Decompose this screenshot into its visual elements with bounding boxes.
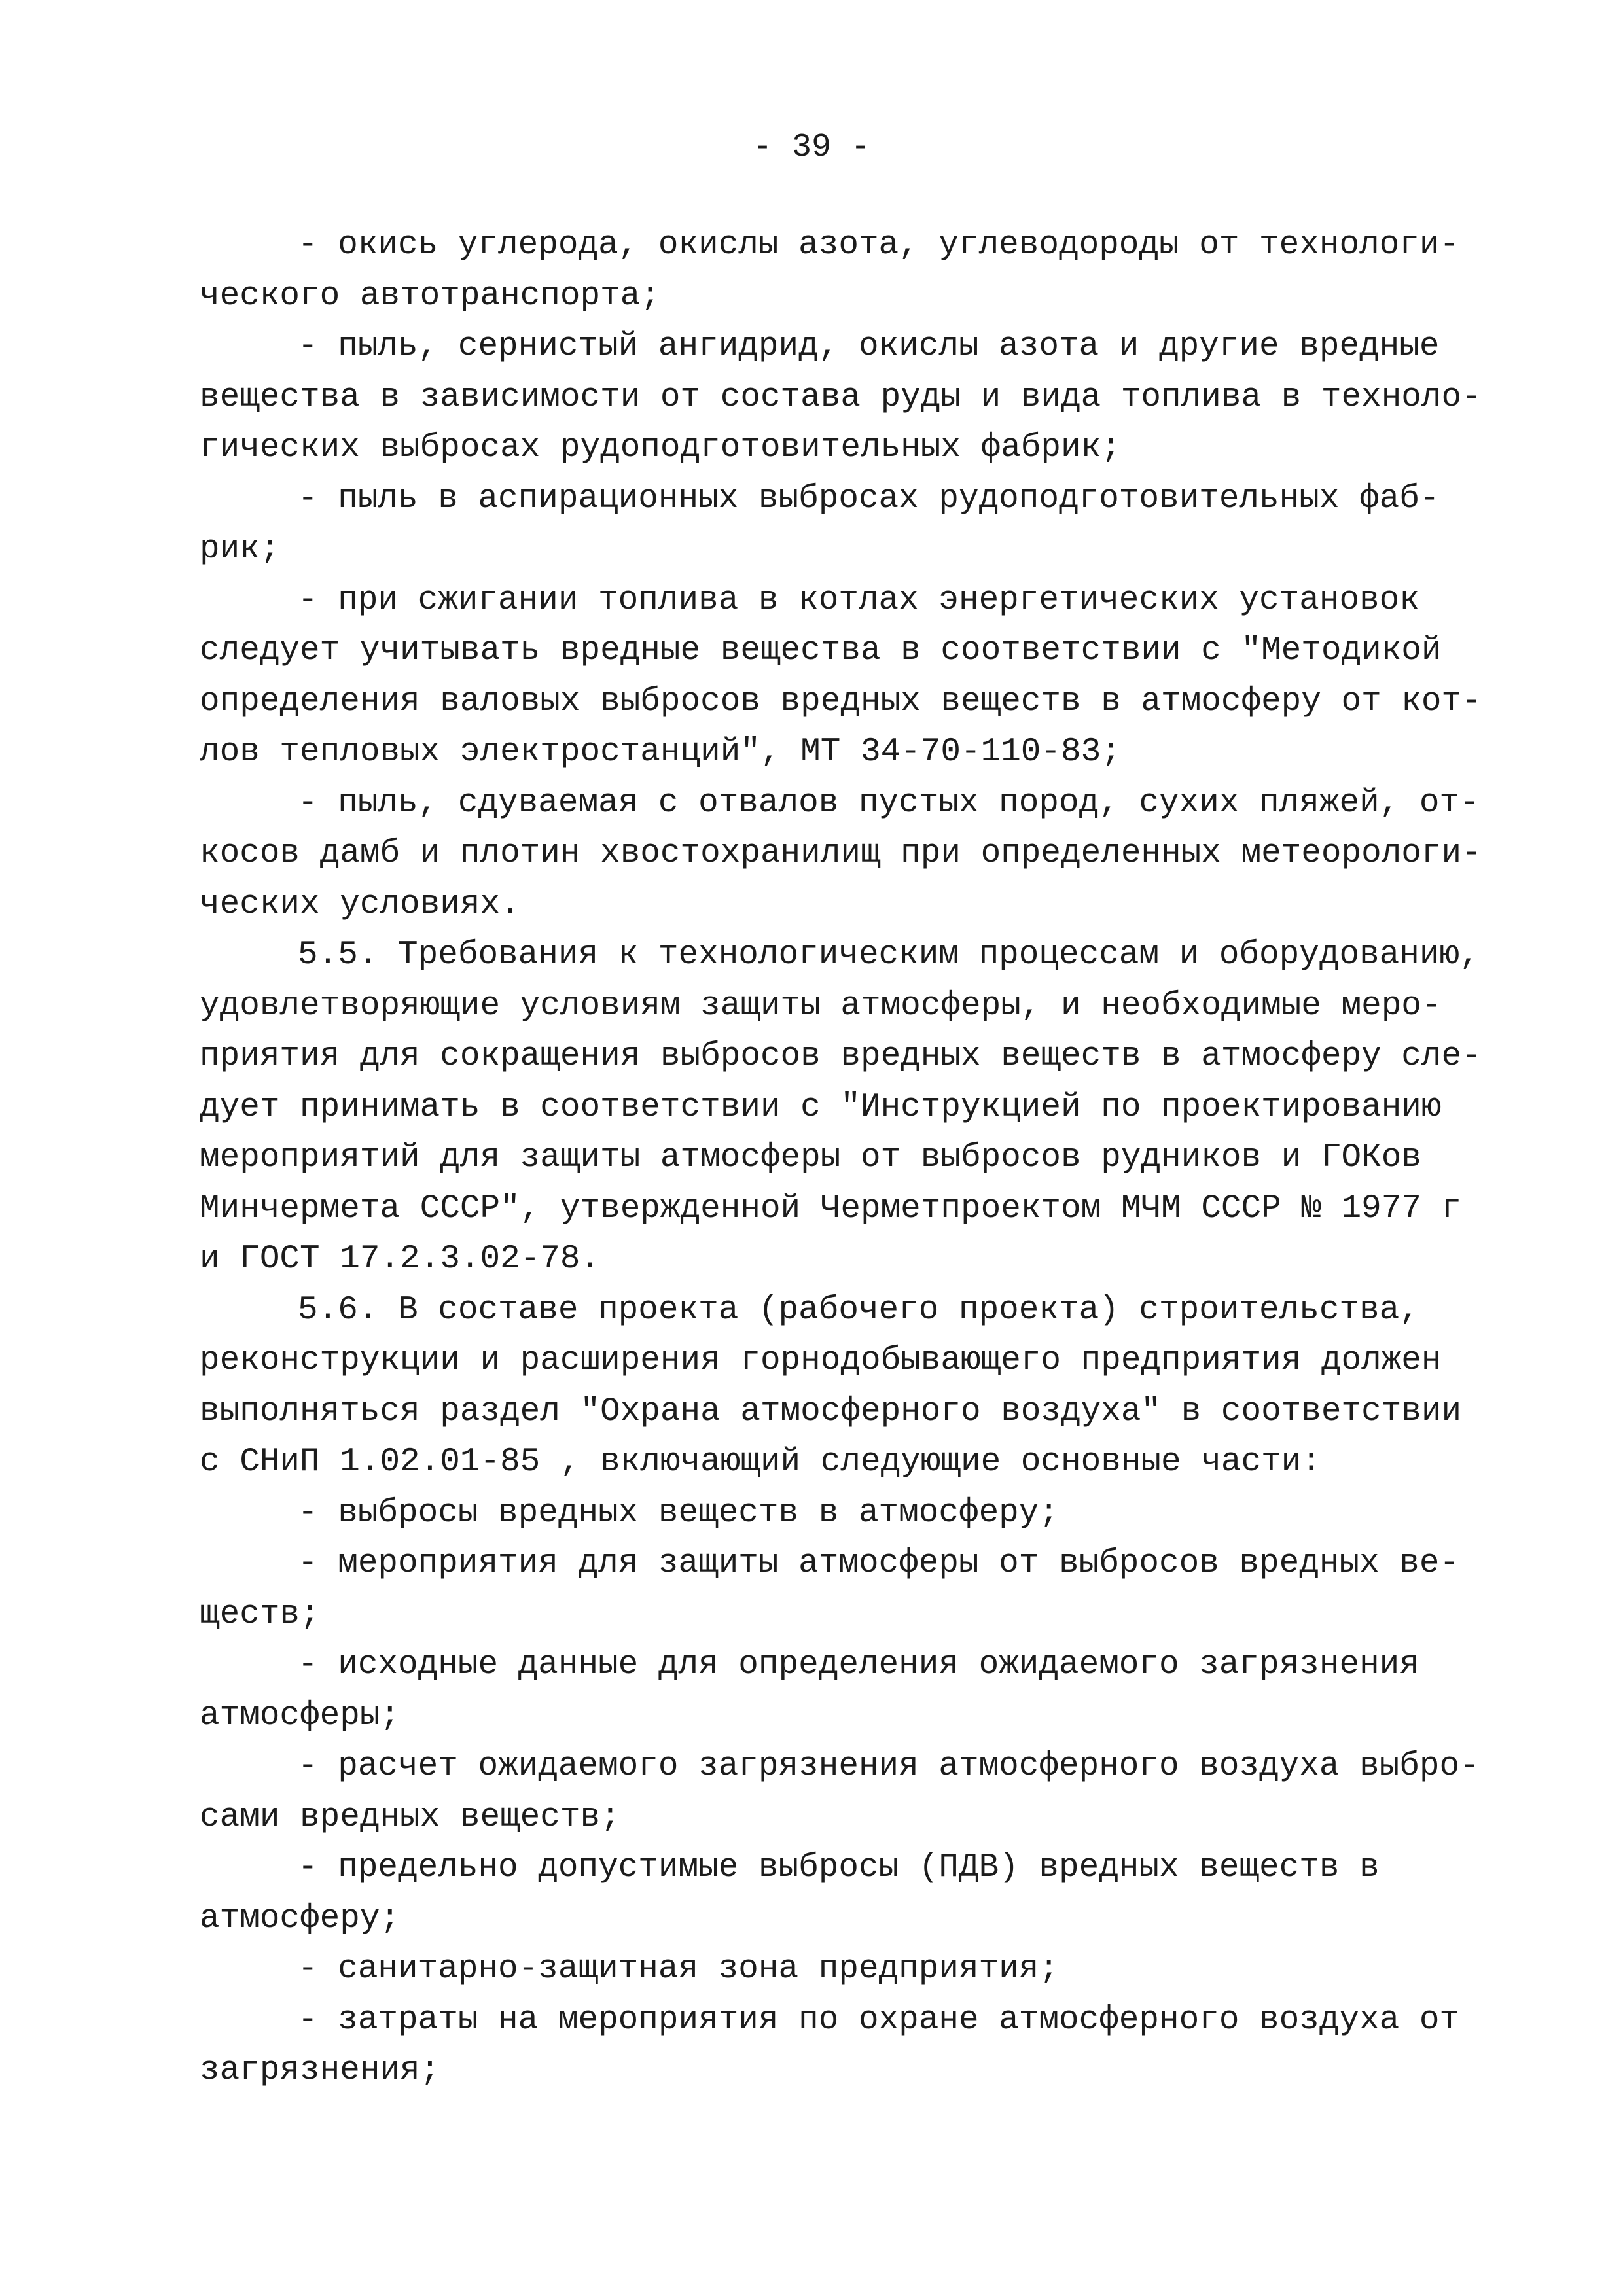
text-line: гических выбросах рудоподготовительных фабрик; — [200, 429, 1121, 467]
text-line: ческих условиях. — [200, 885, 520, 923]
page-number: - 39 - — [752, 129, 871, 166]
text-line: - исходные данные для определения ожидаемого загрязнения — [298, 1646, 1419, 1684]
text-line: - мероприятия для защиты атмосферы от выбросов вредных ве- — [298, 1545, 1460, 1582]
text-line: реконструкции и расширения горнодобывающего предприятия должен — [200, 1342, 1442, 1379]
text-line: - окись углерода, окислы азота, углеводороды от технологи- — [298, 226, 1460, 264]
text-line: сами вредных веществ; — [200, 1798, 620, 1836]
text-line: 5.6. В составе проекта (рабочего проекта) строительства, — [298, 1291, 1419, 1329]
text-line: 5.5. Требования к технологическим процессам и оборудованию, — [298, 936, 1480, 974]
text-line: атмосферы; — [200, 1697, 401, 1735]
text-line: загрязнения; — [200, 2052, 440, 2089]
text-line: следует учитывать вредные вещества в соответствии с "Методикой — [200, 632, 1442, 669]
text-line: косов дамб и плотин хвостохранилищ при определенных метеорологи- — [200, 835, 1482, 872]
text-line: с СНиП 1.02.01-85 , включающий следующие основные части: — [200, 1443, 1321, 1481]
text-line: приятия для сокращения выбросов вредных веществ в атмосферу сле- — [200, 1038, 1482, 1075]
text-line: Минчермета СССР", утвержденной Черметпроектом МЧМ СССР № 1977 г — [200, 1190, 1462, 1227]
text-line: ществ; — [200, 1595, 320, 1633]
text-line: лов тепловых электростанций", МТ 34-70-110-83; — [200, 733, 1121, 771]
text-line: вещества в зависимости от состава руды и вида топлива в техноло- — [200, 378, 1482, 416]
text-line: мероприятий для защиты атмосферы от выбросов рудников и ГОКов — [200, 1139, 1421, 1176]
text-line: - при сжигании топлива в котлах энергетических установок — [298, 581, 1419, 619]
text-line: - расчет ожидаемого загрязнения атмосферного воздуха выбро- — [298, 1748, 1480, 1785]
text-line: и ГОСТ 17.2.3.02-78. — [200, 1241, 601, 1278]
text-line: - санитарно-защитная зона предприятия; — [298, 1951, 1059, 1988]
text-line: рик; — [200, 531, 280, 568]
text-line: атмосферу; — [200, 1899, 401, 1937]
text-line: удовлетворяющие условиям защиты атмосферы, и необходимые меро- — [200, 987, 1442, 1025]
text-line: - выбросы вредных веществ в атмосферу; — [298, 1494, 1059, 1532]
text-line: определения валовых выбросов вредных веществ в атмосферу от кот- — [200, 682, 1482, 720]
text-line: - пыль, сдуваемая с отвалов пустых пород, сухих пляжей, от- — [298, 784, 1480, 822]
text-line: - предельно допустимые выбросы (ПДВ) вредных веществ в — [298, 1849, 1380, 1886]
text-line: - пыль в аспирационных выбросах рудоподготовительных фаб- — [298, 480, 1440, 518]
text-line: - пыль, сернистый ангидрид, окислы азота и другие вредные — [298, 328, 1440, 365]
text-line: - затраты на мероприятия по охране атмосферного воздуха от — [298, 2001, 1460, 2039]
text-line: дует принимать в соответствии с "Инструкцией по проектированию — [200, 1088, 1442, 1126]
text-line: ческого автотранспорта; — [200, 277, 660, 315]
text-line: выполняться раздел "Охрана атмосферного воздуха" в соответствии — [200, 1392, 1462, 1430]
text-body — [200, 220, 1495, 2096]
